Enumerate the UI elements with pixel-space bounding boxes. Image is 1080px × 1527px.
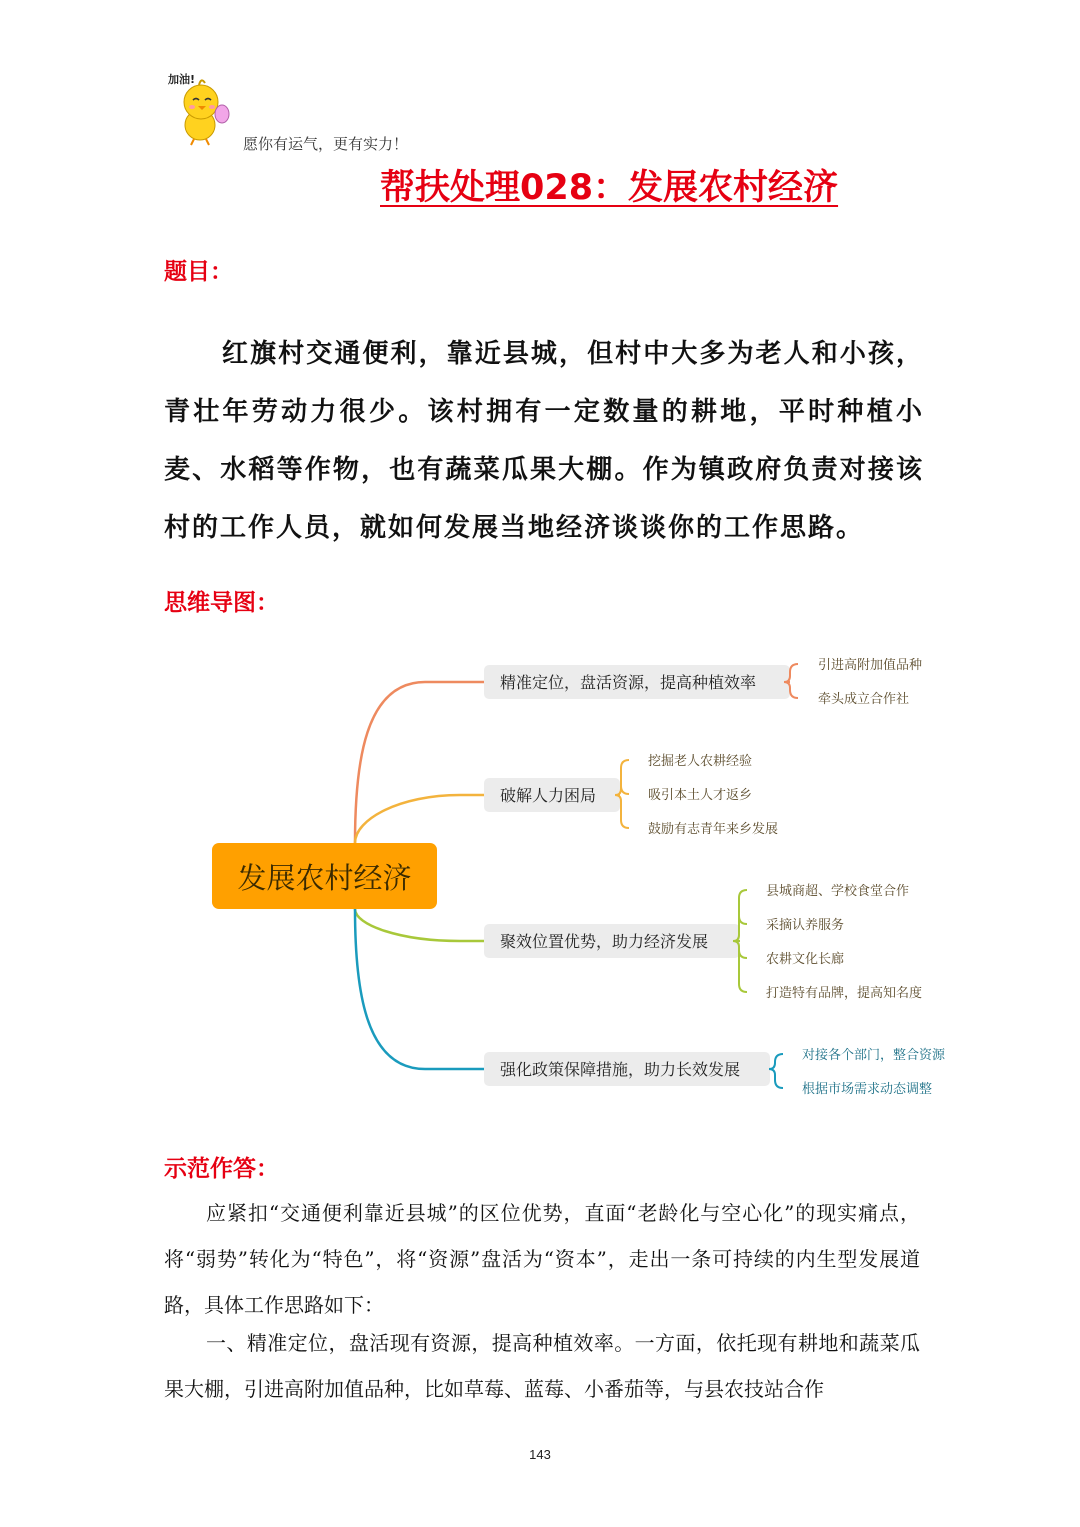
- leaf-node-label: 挖掘老人农耕经验: [648, 754, 753, 769]
- mascot-chick-icon: [166, 70, 238, 148]
- leaf-node-label: 县城商超、学校食堂合作: [766, 884, 910, 899]
- question-label: 题目：: [164, 259, 233, 285]
- branch-connector: [355, 909, 484, 941]
- leaf-node-label: 引进高附加值品种: [818, 658, 923, 673]
- leaf-tick: [621, 786, 629, 794]
- page-number: 143: [529, 1447, 551, 1462]
- leaf-tick: [739, 950, 747, 958]
- answer-paragraph-1: 应紧扣“交通便利靠近县城”的区位优势，直面“老龄化与空心化”的现实痛点，将“弱势”转化为“特色”，将“资源”盘活为“资本”，走出一条可持续的内生型发展道路，具体工作思路如下：: [164, 1201, 920, 1317]
- leaf-node-label: 根据市场需求动态调整: [802, 1082, 933, 1097]
- branch-node-label: 精准定位，盘活资源，提高种植效率: [500, 673, 757, 692]
- branch-connector: [355, 795, 484, 843]
- mind-map: [0, 640, 1080, 1110]
- leaf-node-label: 对接各个部门，整合资源: [802, 1048, 946, 1063]
- leaf-node-label: 打造特有品牌，提高知名度: [766, 986, 923, 1001]
- question-text: 红旗村交通便利，靠近县城，但村中大多为老人和小孩，青壮年劳动力很少。该村拥有一定数量的耕地，平时种植小麦、水稻等作物，也有蔬菜瓜果大棚。作为镇政府负责对接该村的工作人员，就如何发展当地经济谈谈你的工作思路。: [164, 339, 924, 543]
- branch-node-label: 强化政策保障措施，助力长效发展: [500, 1060, 741, 1079]
- answer-paragraph-2: 一、精准定位，盘活现有资源，提高种植效率。一方面，依托现有耕地和蔬菜瓜果大棚，引进高附加值品种，比如草莓、蓝莓、小番茄等，与县农技站合作: [164, 1331, 920, 1401]
- leaf-bracket: [769, 1054, 783, 1088]
- mascot-badge-text: 加油!: [168, 73, 196, 86]
- leaf-tick: [739, 916, 747, 924]
- branch-connector: [355, 909, 484, 1069]
- root-node-label: 发展农村经济: [237, 861, 412, 895]
- branch-node-label: 破解人力困局: [500, 786, 597, 805]
- leaf-node-label: 吸引本土人才返乡: [648, 788, 753, 803]
- mindmap-label: 思维导图：: [164, 590, 279, 616]
- leaf-node-label: 牵头成立合作社: [818, 692, 910, 707]
- page-title: 帮扶处理028：发展农村经济: [380, 168, 839, 208]
- motto-text: 愿你有运气，更有实力！: [243, 135, 409, 153]
- leaf-node-label: 采摘认养服务: [766, 918, 845, 933]
- branch-connector: [355, 682, 484, 843]
- leaf-node-label: 鼓励有志青年来乡发展: [648, 822, 779, 837]
- answer-label: 示范作答：: [164, 1156, 279, 1182]
- branch-node-label: 聚效位置优势，助力经济发展: [500, 932, 709, 951]
- leaf-node-label: 农耕文化长廊: [766, 952, 845, 967]
